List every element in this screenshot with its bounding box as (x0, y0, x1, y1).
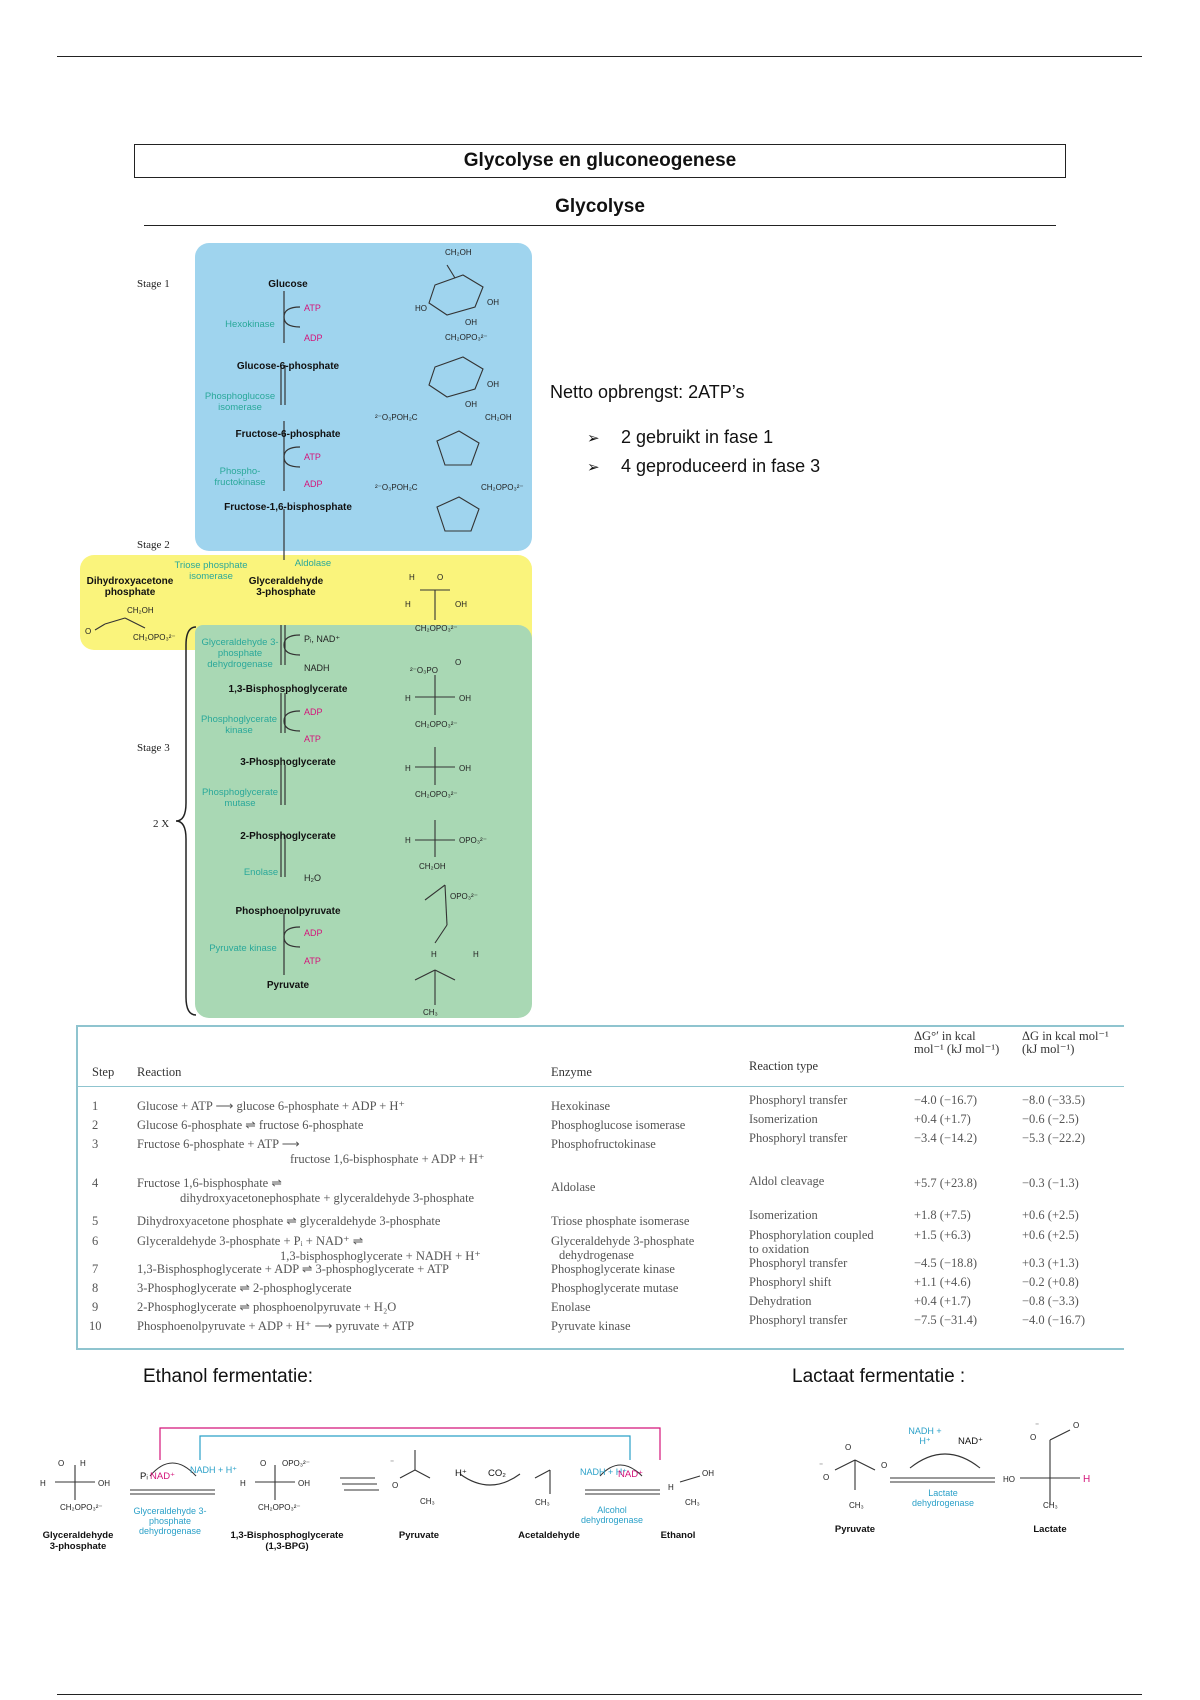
svg-text:H: H (40, 1479, 46, 1488)
svg-text:OH: OH (465, 400, 477, 409)
table-cell-step: 1 (92, 1099, 99, 1113)
table-cell-step: 7 (92, 1262, 99, 1276)
list-item (587, 427, 820, 448)
arrow-bullet-icon: ➢ (587, 458, 600, 476)
metabolite-pyruvate: Pyruvate (266, 980, 310, 991)
svg-text:OH: OH (702, 1469, 714, 1478)
enzyme-enolase: Enolase (243, 867, 279, 878)
table-cell-dg: −0.8 (−3.3) (1022, 1294, 1079, 1308)
svg-text:O: O (392, 1481, 399, 1490)
svg-text:CH₂OPO₃²⁻: CH₂OPO₃²⁻ (133, 633, 176, 642)
enzyme-tpi: Triose phosphate isomerase (174, 560, 248, 582)
table-top-rule (76, 1025, 1124, 1027)
top-rule (57, 56, 1142, 57)
ethanol-label-nad2: NAD⁺ (618, 1469, 644, 1480)
table-cell-step: 9 (92, 1300, 99, 1314)
table-cell-reaction: 2-Phosphoglycerate ⇌ phosphoenolpyruvate + H₂O (137, 1300, 397, 1314)
svg-text:CH₂OPO₃²⁻: CH₂OPO₃²⁻ (258, 1503, 301, 1512)
svg-text:H: H (405, 836, 411, 845)
ethanol-label-gapdh: Glyceraldehyde 3-phosphate dehydrogenase (133, 1506, 207, 1536)
svg-text:OH: OH (98, 1479, 110, 1488)
table-cell-reaction2: 1,3-bisphosphoglycerate + NADH + H⁺ (280, 1249, 481, 1263)
col-header-reaction: Reaction (137, 1065, 182, 1079)
cofactor-h2o: H₂O (304, 873, 321, 883)
svg-text:H: H (473, 950, 479, 959)
metabolite-f16bp: Fructose-1,6-bisphosphate (224, 502, 352, 513)
svg-text:CH₃: CH₃ (849, 1501, 864, 1510)
svg-text:O: O (845, 1443, 852, 1452)
net-yield-note: Netto opbrengst: 2ATP’s (550, 382, 745, 402)
svg-text:OH: OH (487, 298, 499, 307)
table-cell-enzyme: Glyceraldehyde 3-phosphate (551, 1234, 695, 1248)
table-cell-reaction2: fructose 1,6-bisphosphate + ADP + H⁺ (290, 1152, 485, 1166)
svg-text:OH: OH (455, 600, 467, 609)
enzyme-pgk: Phosphoglycerate kinase (200, 714, 278, 736)
table-cell-type2: to oxidation (749, 1242, 810, 1256)
cofactor-adp: ADP (304, 707, 323, 717)
table-cell-reaction: Fructose 1,6-bisphosphate ⇌ (137, 1176, 282, 1190)
table-cell-dg0: −7.5 (−31.4) (914, 1313, 978, 1327)
metabolite-g6p: Glucose-6-phosphate (236, 361, 340, 372)
table-cell-reaction: Glucose + ATP ⟶ glucose 6-phosphate + ADP + H⁺ (137, 1099, 405, 1113)
svg-text:CH₂OH: CH₂OH (485, 413, 512, 422)
metabolite-pep: Phosphoenolpyruvate (235, 906, 341, 917)
table-cell-dg0: −4.0 (−16.7) (914, 1093, 978, 1107)
table-cell-dg0: −3.4 (−14.2) (914, 1131, 978, 1145)
svg-text:OPO₃²⁻: OPO₃²⁻ (282, 1459, 310, 1468)
table-cell-step: 3 (92, 1137, 99, 1151)
svg-text:OPO₃²⁻: OPO₃²⁻ (450, 892, 478, 901)
list-item-text: 2 gebruikt in fase 1 (621, 427, 774, 447)
dhap-structure (85, 604, 195, 644)
svg-text:²⁻O₃POH₂C: ²⁻O₃POH₂C (375, 413, 418, 422)
metabolite-3pg: 3-Phosphoglycerate (240, 757, 336, 768)
enzyme-pgi: Phosphoglucose isomerase (204, 391, 276, 413)
page-title: Glycolyse en gluconeogenese (134, 144, 1066, 178)
ethanol-label-acetaldehyde: Acetaldehyde (518, 1530, 580, 1541)
ethanol-label-pi: Pᵢ (140, 1471, 148, 1482)
multiplier-label: 2 X (153, 818, 170, 830)
enzyme-hexokinase: Hexokinase (225, 319, 275, 330)
table-cell-step: 5 (92, 1214, 99, 1228)
table-cell-dg: +0.6 (+2.5) (1022, 1228, 1079, 1242)
table-cell-dg0: +1.8 (+7.5) (914, 1208, 971, 1222)
svg-text:²⁻O₃POH₂C: ²⁻O₃POH₂C (375, 483, 418, 492)
table-cell-type: Aldol cleavage (749, 1174, 825, 1188)
svg-text:HO: HO (1003, 1475, 1015, 1484)
table-cell-enzyme: Enolase (551, 1300, 591, 1314)
cofactor-pi-nad: Pᵢ, NAD⁺ (304, 634, 341, 644)
table-cell-step: 8 (92, 1281, 99, 1295)
table-cell-dg0: +5.7 (+23.8) (914, 1176, 978, 1190)
bottom-rule (57, 1694, 1142, 1695)
svg-text:H: H (409, 573, 415, 582)
col-header-dg: ΔG in kcal mol⁻¹ (kJ mol⁻¹) (1022, 1029, 1109, 1056)
svg-text:⁻: ⁻ (1035, 1421, 1040, 1430)
stage-label: Stage 2 (137, 539, 170, 551)
table-cell-dg: −8.0 (−33.5) (1022, 1093, 1086, 1107)
svg-text:HO: HO (415, 304, 427, 313)
table-cell-dg: +0.3 (+1.3) (1022, 1256, 1079, 1270)
structure-sketches (375, 245, 535, 1025)
table-cell-reaction: Glyceraldehyde 3-phosphate + Pᵢ + NAD⁺ ⇌ (137, 1234, 364, 1248)
ethanol-label-bpg: 1,3-Bisphosphoglycerate (1,3-BPG) (230, 1530, 344, 1552)
ethanol-label-h: H⁺ (455, 1468, 467, 1479)
lactate-label-pyruvate: Pyruvate (834, 1524, 876, 1535)
table-cell-enzyme: Phosphoglucose isomerase (551, 1118, 686, 1132)
table-cell-reaction: 3-Phosphoglycerate ⇌ 2-phosphoglycerate (137, 1281, 352, 1295)
cofactor-adp: ADP (304, 333, 323, 343)
lactate-label-lactate: Lactate (1033, 1524, 1067, 1535)
metabolite-13bpg: 1,3-Bisphosphoglycerate (228, 684, 348, 695)
metabolite-f6p: Fructose-6-phosphate (235, 429, 341, 440)
cofactor-atp: ATP (304, 734, 321, 744)
enzyme-gapdh: Glyceraldehyde 3-phosphate dehydrogenase (201, 637, 279, 670)
metabolite-dhap: Dihydroxyacetone phosphate (86, 576, 174, 598)
lactate-title: Lactaat fermentatie : (792, 1366, 966, 1387)
table-cell-dg0: +1.5 (+6.3) (914, 1228, 971, 1242)
svg-text:O: O (455, 658, 462, 667)
cofactor-atp: ATP (304, 303, 321, 313)
lactate-label-ldh: Lactate dehydrogenase (911, 1488, 975, 1508)
metabolite-glucose: Glucose (268, 279, 308, 290)
svg-text:CH₃: CH₃ (423, 1008, 438, 1017)
lactate-label-nad: NAD⁺ (958, 1436, 984, 1447)
cofactor-atp: ATP (304, 956, 321, 966)
svg-text:H: H (405, 764, 411, 773)
svg-text:CH₂OH: CH₂OH (127, 606, 154, 615)
table-cell-type: Phosphoryl transfer (749, 1256, 848, 1270)
svg-text:⁻: ⁻ (819, 1461, 824, 1470)
cofactor-adp: ADP (304, 928, 323, 938)
table-cell-type: Phosphoryl transfer (749, 1313, 848, 1327)
svg-text:CH₃: CH₃ (420, 1497, 435, 1506)
table-cell-enzyme: Hexokinase (551, 1099, 611, 1113)
table-cell-enzyme: Pyruvate kinase (551, 1319, 631, 1333)
table-cell-reaction: Phosphoenolpyruvate + ADP + H⁺ ⟶ pyruvate + ATP (137, 1319, 415, 1333)
svg-text:H: H (405, 600, 411, 609)
svg-text:O: O (881, 1461, 888, 1470)
svg-text:²⁻O₃PO: ²⁻O₃PO (410, 666, 438, 675)
svg-text:CH₂OH: CH₂OH (419, 862, 446, 871)
table-cell-enzyme: Phosphoglycerate kinase (551, 1262, 675, 1276)
table-cell-dg0: +1.1 (+4.6) (914, 1275, 971, 1289)
table-cell-dg: −4.0 (−16.7) (1022, 1313, 1086, 1327)
ethanol-label-nadh2: NADH + H⁺ (580, 1467, 628, 1477)
col-header-type: Reaction type (749, 1059, 819, 1073)
cofactor-nadh: NADH (304, 663, 330, 673)
table-header-rule (76, 1086, 1124, 1087)
svg-text:O: O (1073, 1421, 1080, 1430)
col-header-step: Step (92, 1065, 115, 1079)
table-cell-dg0: +0.4 (+1.7) (914, 1294, 971, 1308)
arrow-bullet-icon: ➢ (587, 429, 600, 447)
enzyme-pk: Pyruvate kinase (209, 943, 277, 954)
table-cell-enzyme: Triose phosphate isomerase (551, 1214, 690, 1228)
svg-text:CH₃: CH₃ (685, 1498, 700, 1507)
ethanol-label-ethanol: Ethanol (660, 1530, 696, 1541)
metabolite-2pg: 2-Phosphoglycerate (240, 831, 336, 842)
table-cell-dg0: +0.4 (+1.7) (914, 1112, 971, 1126)
table-cell-enzyme: Phosphofructokinase (551, 1137, 656, 1151)
table-cell-type: Phosphorylation coupled (749, 1228, 874, 1242)
svg-text:H: H (668, 1483, 674, 1492)
metabolite-gap: Glyceraldehyde 3-phosphate (248, 576, 324, 598)
svg-text:O: O (1030, 1433, 1037, 1442)
table-cell-enzyme2: dehydrogenase (559, 1248, 634, 1262)
svg-text:OPO₃²⁻: OPO₃²⁻ (459, 836, 487, 845)
svg-text:H: H (240, 1479, 246, 1488)
section-title: Glycolyse (555, 196, 645, 217)
svg-text:CH₂OPO₃²⁻: CH₂OPO₃²⁻ (481, 483, 524, 492)
ethanol-label-nadh: NADH + H⁺ (190, 1465, 238, 1475)
svg-text:CH₃: CH₃ (1043, 1501, 1058, 1510)
table-cell-reaction: 1,3-Bisphosphoglycerate + ADP ⇌ 3-phosphoglycerate + ATP (137, 1262, 449, 1276)
svg-text:CH₂OH: CH₂OH (445, 248, 472, 257)
table-cell-reaction: Dihydroxyacetone phosphate ⇌ glyceraldehyde 3-phosphate (137, 1214, 441, 1228)
stage-label: Stage 3 (137, 742, 170, 754)
table-cell-type: Isomerization (749, 1208, 818, 1222)
table-cell-step: 2 (92, 1118, 99, 1132)
svg-text:H: H (1083, 1474, 1091, 1485)
table-cell-type: Dehydration (749, 1294, 812, 1308)
ethanol-label-gap: Glyceraldehyde 3-phosphate (42, 1530, 114, 1552)
ethanol-label-co2: CO₂ (488, 1468, 506, 1479)
net-yield-list (587, 427, 820, 485)
list-item-text: 4 geproduceerd in fase 3 (621, 456, 821, 476)
table-cell-type: Phosphoryl shift (749, 1275, 832, 1289)
ethanol-scheme (20, 1410, 714, 1560)
ethanol-label-adh: Alcohol dehydrogenase (580, 1505, 644, 1525)
table-cell-reaction2: dihydroxyacetonephosphate + glyceraldehyde 3-phosphate (180, 1191, 475, 1205)
stage-label: Stage 1 (137, 278, 170, 290)
table-cell-type: Phosphoryl transfer (749, 1131, 848, 1145)
table-cell-enzyme: Phosphoglycerate mutase (551, 1281, 679, 1295)
svg-text:OH: OH (487, 380, 499, 389)
table-cell-type: Isomerization (749, 1112, 818, 1126)
enzyme-aldolase: Aldolase (294, 558, 332, 569)
section-rule (144, 225, 1056, 226)
svg-text:OH: OH (298, 1479, 310, 1488)
table-cell-enzyme: Aldolase (551, 1180, 596, 1194)
table-cell-dg: −0.2 (+0.8) (1022, 1275, 1079, 1289)
svg-text:CH₂OPO₃²⁻: CH₂OPO₃²⁻ (445, 333, 488, 342)
svg-text:OH: OH (459, 694, 471, 703)
col-header-enzyme: Enzyme (551, 1065, 592, 1079)
table-cell-dg: −0.6 (−2.5) (1022, 1112, 1079, 1126)
svg-text:O: O (823, 1473, 830, 1482)
table-cell-step: 4 (92, 1176, 99, 1190)
lactate-label-nadh: NADH + H⁺ (908, 1426, 942, 1446)
table-cell-type: Phosphoryl transfer (749, 1093, 848, 1107)
svg-text:CH₂OPO₃²⁻: CH₂OPO₃²⁻ (415, 624, 458, 633)
table-cell-step: 10 (89, 1319, 102, 1333)
ethanol-title: Ethanol fermentatie: (143, 1366, 314, 1387)
svg-text:O: O (58, 1459, 65, 1468)
table-cell-step: 6 (92, 1234, 99, 1248)
svg-text:CH₂OPO₃²⁻: CH₂OPO₃²⁻ (60, 1503, 103, 1512)
svg-text:OH: OH (465, 318, 477, 327)
svg-text:CH₂OPO₃²⁻: CH₂OPO₃²⁻ (415, 720, 458, 729)
table-cell-reaction: Fructose 6-phosphate + ATP ⟶ (137, 1137, 300, 1151)
svg-text:CH₃: CH₃ (535, 1498, 550, 1507)
table-bottom-rule (76, 1348, 1124, 1350)
svg-text:O: O (85, 627, 92, 636)
table-cell-dg: −0.3 (−1.3) (1022, 1176, 1079, 1190)
list-item (587, 456, 820, 477)
svg-text:H: H (80, 1459, 86, 1468)
svg-text:OH: OH (459, 764, 471, 773)
table-cell-dg: −5.3 (−22.2) (1022, 1131, 1086, 1145)
table-cell-dg: +0.6 (+2.5) (1022, 1208, 1079, 1222)
svg-text:O: O (260, 1459, 267, 1468)
enzyme-pgm: Phosphoglycerate mutase (201, 787, 279, 809)
svg-text:H: H (431, 950, 437, 959)
ethanol-label-pyruvate: Pyruvate (398, 1530, 440, 1541)
col-header-dg0: ΔG°′ in kcal mol⁻¹ (kJ mol⁻¹) (914, 1029, 1000, 1056)
svg-text:H: H (405, 694, 411, 703)
table-cell-dg0: −4.5 (−18.8) (914, 1256, 978, 1270)
stage3-brace (170, 625, 200, 1020)
svg-text:O: O (437, 573, 444, 582)
enzyme-pfk: Phospho-fructokinase (214, 466, 266, 488)
cofactor-adp: ADP (304, 479, 323, 489)
svg-text:CH₂OPO₃²⁻: CH₂OPO₃²⁻ (415, 790, 458, 799)
table-cell-reaction: Glucose 6-phosphate ⇌ fructose 6-phosphate (137, 1118, 364, 1132)
cofactor-atp: ATP (304, 452, 321, 462)
ethanol-label-nad: NAD⁺ (150, 1471, 176, 1482)
svg-text:⁻: ⁻ (390, 1458, 395, 1467)
